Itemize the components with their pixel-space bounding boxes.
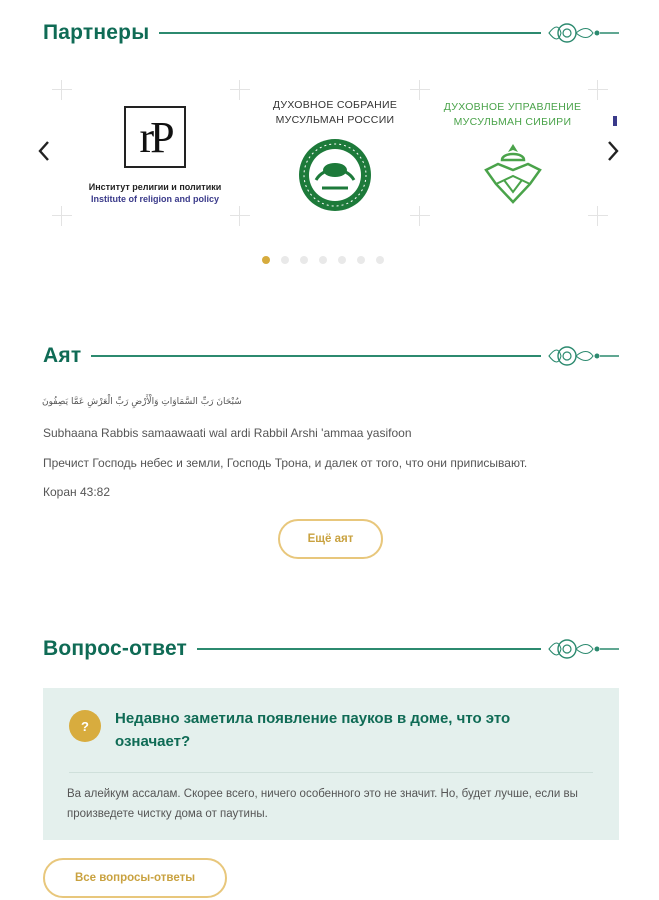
partners-header <box>43 18 619 48</box>
carousel-dot[interactable] <box>319 256 327 264</box>
ayat-divider-line <box>91 355 541 357</box>
carousel-dot[interactable] <box>262 256 270 264</box>
qa-header <box>43 634 619 664</box>
qa-question-link[interactable]: Недавно заметила появление пауков в доме, что это означает? <box>115 710 511 750</box>
partner-name-ru: Институт религии и политики <box>88 182 222 192</box>
question-mark-icon: ? <box>69 710 101 742</box>
ayat-translation: Пречист Господь небес и земли, Господь Трона, и далек от того, что они приписывают. <box>43 456 528 470</box>
qa-divider-line <box>197 648 541 650</box>
carousel-prev-button[interactable] <box>33 136 55 166</box>
partner-name: ДУХОВНОЕ СОБРАНИЕ МУСУЛЬМАН РОССИИ <box>272 99 398 126</box>
chevron-left-icon <box>37 140 51 162</box>
decor-cross <box>52 80 72 100</box>
ayat-title: Аят <box>43 344 82 367</box>
carousel-dot[interactable] <box>300 256 308 264</box>
partners-divider-line <box>159 32 541 34</box>
qa-separator <box>69 772 593 773</box>
dsmr-emblem-icon <box>296 136 374 214</box>
partner-slide-dsmr[interactable] <box>250 86 420 222</box>
ayat-arabic-text: سُبْحَانَ رَبِّ السَّمَاوَاتِ وَالْأَرْضِ رَبِّ الْعَرْشِ عَمَّا يَصِفُونَ <box>42 397 242 407</box>
carousel-dot[interactable] <box>357 256 365 264</box>
ayat-header <box>43 341 619 371</box>
partner-slide-dums[interactable] <box>425 86 600 222</box>
partner-peek-fragment <box>613 116 617 126</box>
qa-answer-text: Ва алейкум ассалам. Скорее всего, ничего особенного это не значит. Но, будет лучше, если вы произведете чистку дома от паутины. <box>67 788 578 820</box>
institute-logo: rP <box>124 106 186 168</box>
more-ayat-button[interactable]: Ещё аят <box>278 519 383 559</box>
partner-slide-institute[interactable] <box>70 86 240 222</box>
partner-name: ДУХОВНОЕ УПРАВЛЕНИЕ МУСУЛЬМАН СИБИРИ <box>443 101 582 128</box>
partners-carousel <box>30 78 630 228</box>
chevron-right-icon <box>606 140 620 162</box>
carousel-next-button[interactable] <box>602 136 624 166</box>
ayat-reference: Коран 43:82 <box>43 485 111 499</box>
carousel-dot[interactable] <box>376 256 384 264</box>
decor-cross <box>52 206 72 226</box>
qa-card <box>43 688 619 840</box>
all-questions-button[interactable]: Все вопросы-ответы <box>43 858 227 898</box>
ayat-transliteration: Subhaana Rabbis samaawaati wal ardi Rabbil Arshi 'ammaa yasifoon <box>43 426 412 440</box>
partner-name-en: Institute of religion and policy <box>90 194 219 204</box>
partners-title: Партнеры <box>43 21 150 44</box>
carousel-pagination <box>262 256 384 264</box>
ornament-icon <box>547 344 619 368</box>
dums-emblem-icon <box>478 140 548 206</box>
ornament-icon <box>547 21 619 45</box>
ornament-icon <box>547 637 619 661</box>
carousel-dot[interactable] <box>281 256 289 264</box>
carousel-dot[interactable] <box>338 256 346 264</box>
qa-title: Вопрос-ответ <box>43 637 188 660</box>
